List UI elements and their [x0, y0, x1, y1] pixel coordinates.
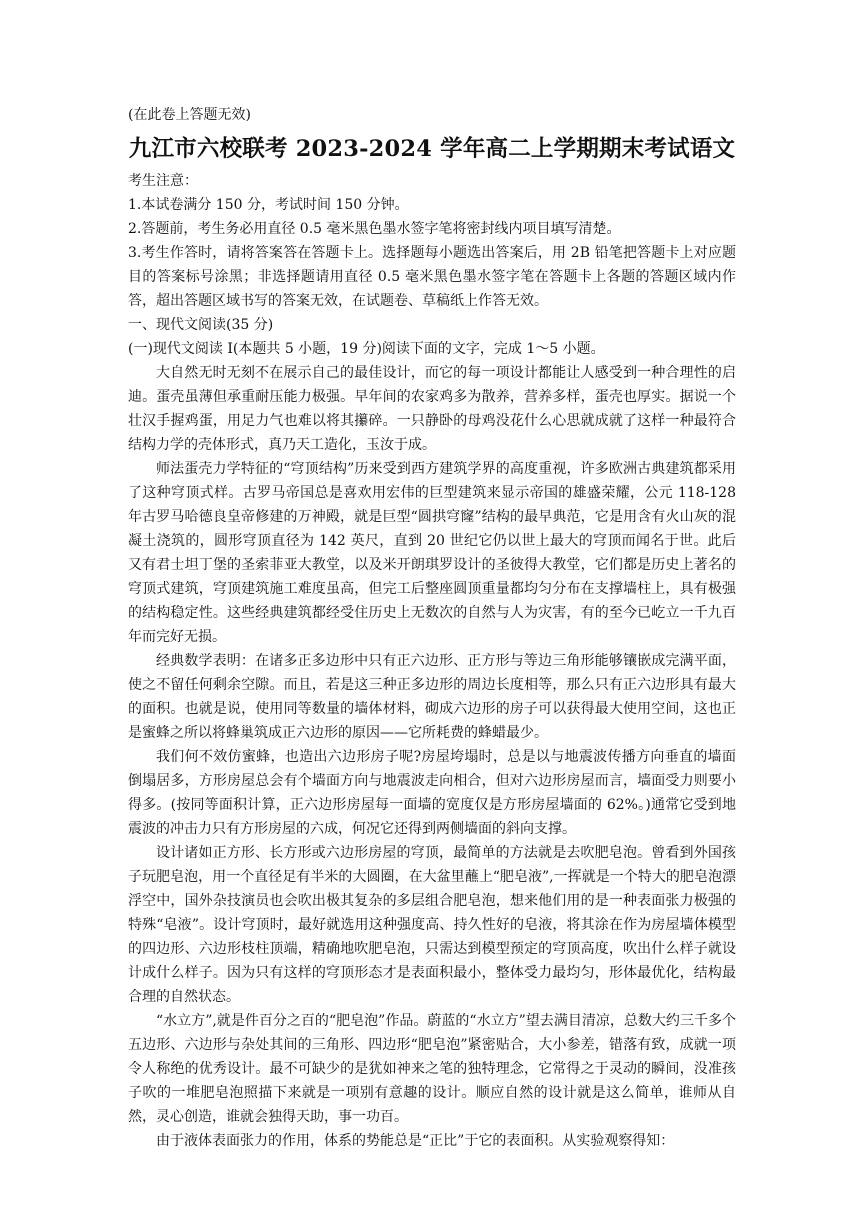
passage-paragraph: 经典数学表明：在诸多正多边形中只有正六边形、正方形与等边三角形能够镶嵌成完满平面，使之不留任何剩余空隙。而且，若是这三种正多边形的周边长度相等，那么只有正六边形具有最大的面积。也就是说，使用同等数量的墙体材料，砌成六边形的房子可以获得最大使用空间，这也正是蜜蜂之所以将蜂巢筑成正六边形的原因——它所耗费的蜂蜡最少。 [128, 653, 736, 741]
exam-page [128, 103, 736, 1153]
passage-paragraph: “水立方”,就是件百分之百的“肥皂泡”作品。蔚蓝的“水立方”望去满目清凉，总数大约三千多个五边形、六边形与杂处其间的三角形、四边形“肥皂泡”紧密贴合，大小参差，错落有致，成就一项令人称绝的优秀设计。最不可缺少的是犹如神来之笔的独特理念，它常得之于灵动的瞬间，没准孩子吹的一堆肥皂泡照描下来就是一项别有意趣的设计。顺应自然的设计就是这么简单，谁师从自然，灵心创造，谁就会独得天助，事一功百。 [128, 1013, 736, 1125]
notice-item: 3.考生作答时，请将答案答在答题卡上。选择题每小题选出答案后，用 2B 铅笔把答题卡上对应题目的答案标号涂黑；非选择题请用直径 0.5 毫米黑色墨水签字笔在答题卡上各题的答题区域内作答，超出答题区域书写的答案无效，在试题卷、草稿纸上作答无效。 [128, 245, 736, 309]
no-answer-note: (在此卷上答题无效) [128, 107, 251, 123]
passage-paragraph: 设计诸如正方形、长方形或六边形房屋的穹顶，最简单的方法就是去吹肥皂泡。曾看到外国孩子玩肥皂泡，用一个直径足有半米的大圆圈，在大盆里蘸上“肥皂液”,一挥就是一个特大的肥皂泡漂浮空中，国外杂技演员也会吹出极其复杂的多层组合肥皂泡，想来他们用的是一种表面张力极强的特殊“皂液”。设计穹顶时，最好就选用这种强度高、持久性好的皂液，将其涂在作为房屋墙体模型的四边形、六边形枝柱顶端，精确地吹肥皂泡，只需达到模型预定的穹顶高度，吹出什么样子就设计成什么样子。因为只有这样的穹顶形态才是表面积最小，整体受力最均匀，形体最优化，结构最合理的自然状态。 [128, 845, 736, 1005]
notice-item: 1.本试卷满分 150 分，考试时间 150 分钟。 [128, 197, 409, 213]
passage-paragraph: 由于液体表面张力的作用，体系的势能总是“正比”于它的表面积。从实验观察得知： [156, 1133, 675, 1149]
notice-heading: 考生注意： [128, 173, 198, 189]
exam-title: 九江市六校联考 2023-2024 学年高二上学期期末考试语文 [128, 136, 736, 162]
passage-paragraph: 大自然无时无刻不在展示自己的最佳设计，而它的每一项设计都能让人感受到一种合理性的启迪。蛋壳虽薄但承重耐压能力极强。早年间的农家鸡多为散养，营养多样，蛋壳也厚实。据说一个壮汉手握鸡蛋，用足力气也难以将其攥碎。一只静卧的母鸡没花什么心思就成就了这样一种最符合结构力学的壳体形式，真乃天工造化，玉汝于成。 [128, 365, 736, 453]
passage-paragraph: 师法蛋壳力学特征的“穹顶结构”历来受到西方建筑学界的高度重视，许多欧洲古典建筑都采用了这种穹顶式样。古罗马帝国总是喜欢用宏伟的巨型建筑来显示帝国的雄盛荣耀，公元 118-128 年古罗马哈德良皇帝修建的万神殿，就是巨型“圆拱穹窿”结构的最早典范，它是用含有火山灰的混凝土浇筑的，圆形穹顶直径为 142 英尺，直到 20 世纪它仍以世上最大的穹顶而闻名于世。此后又有君士坦丁堡的圣索菲亚大教堂，以及米开朗琪罗设计的圣彼得大教堂，它们都是历史上著名的穹顶式建筑，穹顶建筑施工难度虽高，但完工后整座圆顶重量都均匀分布在支撑墙柱上，具有极强的结构稳定性。这些经典建筑都经受住历史上无数次的自然与人为灾害，有的至今已屹立一千九百年而完好无损。 [128, 461, 736, 645]
notice-item: 2.答题前，考生务必用直径 0.5 毫米黑色墨水签字笔将密封线内项目填写清楚。 [128, 221, 621, 237]
section-title: 一、现代文阅读(35 分) [128, 317, 274, 333]
section-subtitle: (一)现代文阅读 I(本题共 5 小题，19 分)阅读下面的文字，完成 1～5 小题。 [128, 341, 605, 357]
passage-paragraph: 我们何不效仿蜜蜂，也造出六边形房子呢?房屋垮塌时，总是以与地震波传播方向垂直的墙面倒塌居多，方形房屋总会有个墙面方向与地震波走向相合，但对六边形房屋而言，墙面受力则要小得多。(按同等面积计算，正六边形房屋每一面墙的宽度仅是方形房屋墙面的 62%。)通常它受到地震波的冲击力只有方形房屋的六成，何况它还得到两侧墙面的斜向支撑。 [128, 749, 736, 837]
